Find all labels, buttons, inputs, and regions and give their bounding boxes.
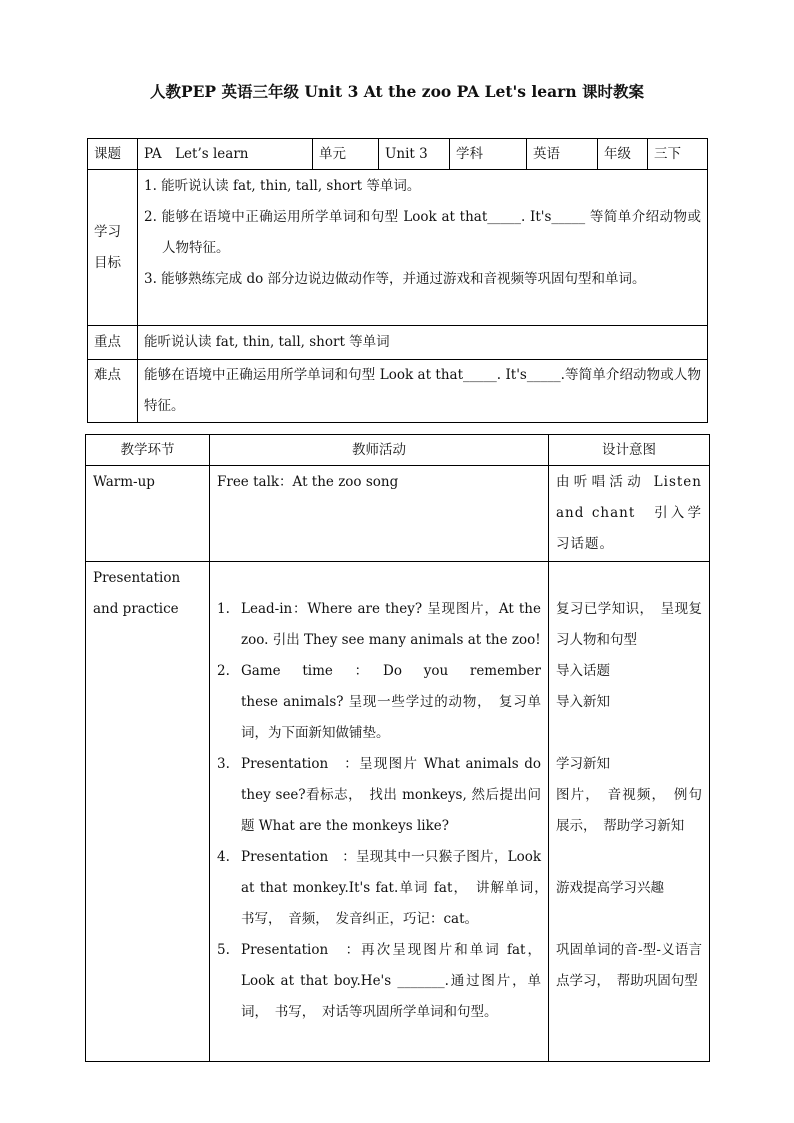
info-row-key-point (88, 326, 708, 360)
intent-blank (556, 842, 702, 873)
presentation-row (86, 562, 710, 1062)
header-design-intent: 设计意图 (549, 435, 710, 466)
presentation-stage: Presentation and practice (86, 562, 210, 1062)
activity-item: 2. Game time ： Do you remember these animals? 呈现一些学过的动物， 复习单词，为下面新知做铺垫。 (217, 663, 555, 741)
objective-item-2: 2. 能够在语境中正确运用所学单词和句型 Look at that_____. It's_____ 等简单介绍动物或人物特征。 (144, 209, 701, 256)
document-title: 人教PEP 英语三年级 Unit 3 At the zoo PA Let's learn 课时教案 (149, 82, 645, 101)
unit-label: 单元 (313, 139, 379, 170)
warmup-row (86, 466, 710, 562)
intent-item: 游戏提高学习兴趣 (556, 880, 664, 896)
activity-list (217, 594, 555, 1028)
topic-label: 课题 (88, 139, 138, 170)
teaching-process-table (85, 434, 710, 1062)
intent-item: 复习已学知识， 呈现复习人物和句型 (556, 601, 702, 648)
objectives-label-line1: 学习 (94, 223, 121, 240)
unit-value: Unit 3 (379, 139, 450, 170)
warmup-stage: Warm-up (86, 466, 210, 562)
objectives-label-line2: 目标 (94, 254, 121, 271)
key-point-label: 重点 (88, 326, 138, 360)
intent-blank (556, 904, 702, 935)
header-teacher-activity: 教师活动 (210, 435, 549, 466)
header-stage: 教学环节 (86, 435, 210, 466)
presentation-activities (210, 562, 555, 1062)
activity-item: 4. Presentation ：呈现其中一只猴子图片，Look at that monkey.It's fat.单词 fat， 讲解单词， 书写， 音频， 发音纠正，巧记：cat。 (217, 849, 555, 927)
activity-item: 1. Lead-in：Where are they? 呈现图片，At the zoo. 引出 They see many animals at the zoo! (217, 601, 541, 648)
intent-item: 导入话题 (556, 663, 610, 679)
objectives-content (138, 170, 708, 326)
difficulty-text: 能够在语境中正确运用所学单词和句型 Look at that_____. It's_____.等简单介绍动物或人物特征。 (138, 360, 708, 423)
subject-label: 学科 (450, 139, 527, 170)
warmup-activity: Free talk：At the zoo song (210, 466, 549, 562)
intent-item: 学习新知 (556, 756, 610, 772)
grade-value: 三下 (648, 139, 708, 170)
activity-item: 5. Presentation ：再次呈现图片和单词 fat，Look at that boy.He's _______.通过图片，单词， 书写， 对话等巩固所学单词和句型。 (217, 942, 541, 1020)
objective-item-1: 1. 能听说认读 fat, thin, tall, short 等单词。 (144, 178, 421, 194)
process-header-row (86, 435, 710, 466)
topic-value: PA Let’s learn (138, 139, 313, 170)
objectives-label (88, 170, 138, 326)
intent-item: 巩固单词的音-型-义语言点学习， 帮助巩固句型 (556, 942, 702, 989)
activity-item: 3. Presentation ：呈现图片 What animals do they see?看标志， 找出 monkeys, 然后提出问题 What are the monkeys like? (217, 756, 541, 834)
intent-blank (556, 718, 702, 749)
difficulty-label: 难点 (88, 360, 138, 423)
presentation-intents (549, 562, 710, 1062)
info-row-objectives (88, 170, 708, 326)
info-row-topic (88, 139, 708, 170)
info-row-difficulty (88, 360, 708, 423)
intent-item: 图片， 音视频， 例句展示， 帮助学习新知 (556, 787, 702, 834)
intent-item: 导入新知 (556, 694, 610, 710)
subject-value: 英语 (527, 139, 598, 170)
lesson-info-table (87, 138, 708, 423)
objective-item-3: 3. 能够熟练完成 do 部分边说边做动作等，并通过游戏和音视频等巩固句型和单词。 (144, 271, 646, 287)
key-point-text: 能听说认读 fat, thin, tall, short 等单词 (138, 326, 708, 360)
grade-label: 年级 (598, 139, 648, 170)
warmup-intent: 由听唱活动 Listen and chant 引入学习话题。 (549, 466, 710, 562)
